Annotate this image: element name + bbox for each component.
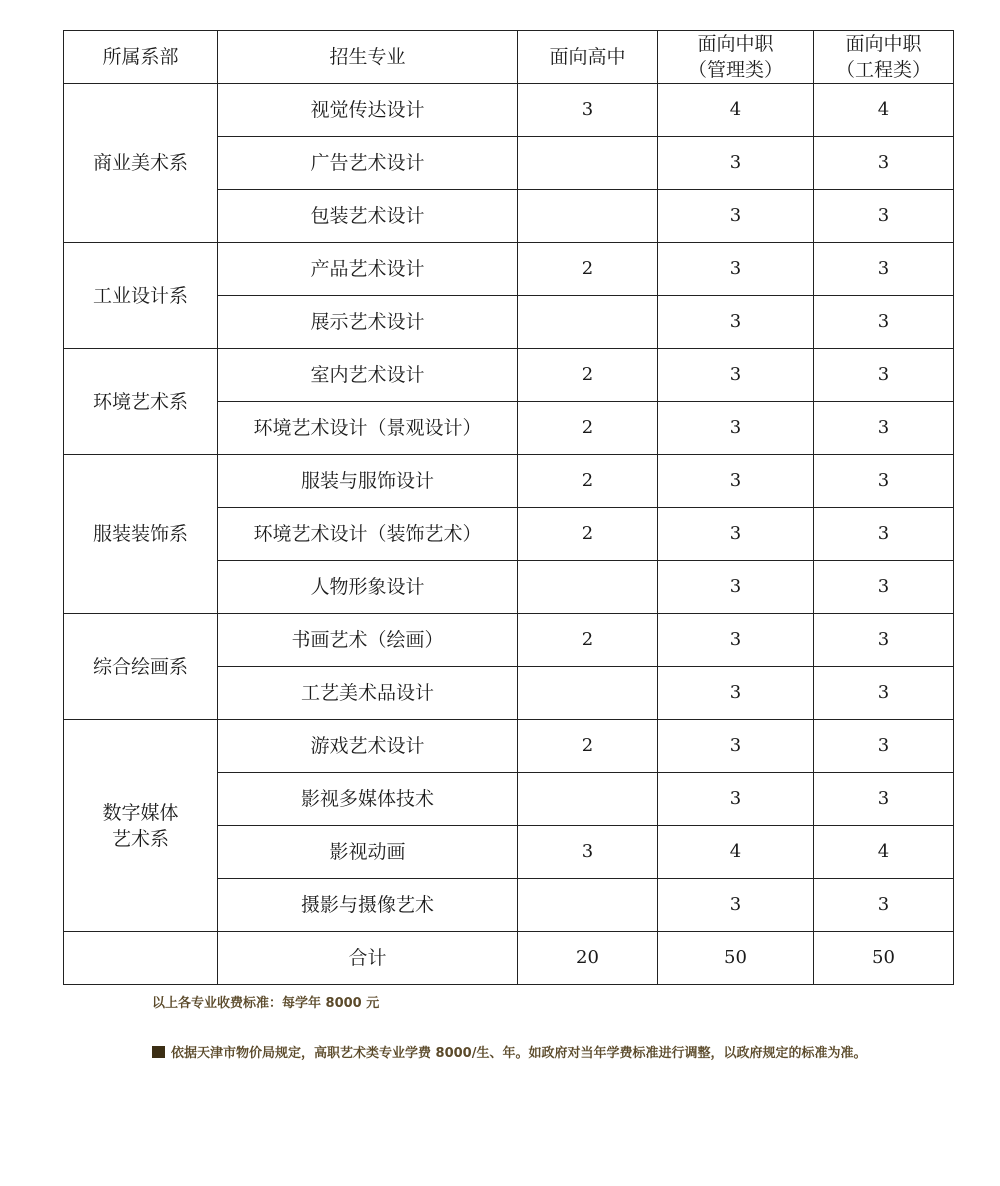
table-row (64, 243, 954, 296)
total-vocational-mgmt: 50 (658, 932, 814, 985)
vocational-eng-cell: 3 (814, 773, 954, 826)
header-vocational-mgmt-line2: （管理类） (687, 59, 783, 81)
table-row (64, 455, 954, 508)
vocational-mgmt-cell: 4 (658, 84, 814, 137)
major-cell: 影视动画 (218, 826, 518, 879)
dept-cell (64, 614, 218, 720)
bullet-square-icon (152, 1046, 165, 1058)
vocational-mgmt-cell: 3 (658, 455, 814, 508)
dept-cell (64, 243, 218, 349)
vocational-mgmt-cell: 3 (658, 561, 814, 614)
header-vocational-eng-line1: 面向中职 (845, 33, 922, 55)
major-cell: 广告艺术设计 (218, 137, 518, 190)
dept-cell (64, 720, 218, 932)
vocational-mgmt-cell: 3 (658, 296, 814, 349)
policy-note (152, 1040, 872, 1067)
policy-note-text: 依据天津市物价局规定，高职艺术类专业学费 8000/生、年。如政府对当年学费标准进行调整，以政府规定的标准为准。 (171, 1046, 867, 1061)
vocational-mgmt-cell: 3 (658, 402, 814, 455)
high-school-cell: 2 (518, 243, 658, 296)
major-cell: 服装与服饰设计 (218, 455, 518, 508)
high-school-cell: 2 (518, 614, 658, 667)
vocational-mgmt-cell: 3 (658, 508, 814, 561)
table-row-total (64, 932, 954, 985)
major-cell: 游戏艺术设计 (218, 720, 518, 773)
dept-name-line: 环境艺术系 (92, 390, 188, 413)
table-header (64, 31, 954, 84)
major-cell: 摄影与摄像艺术 (218, 879, 518, 932)
major-cell: 视觉传达设计 (218, 84, 518, 137)
high-school-cell: 3 (518, 826, 658, 879)
table-body (64, 84, 954, 985)
major-cell: 工艺美术品设计 (218, 667, 518, 720)
vocational-eng-cell: 3 (814, 508, 954, 561)
vocational-eng-cell: 3 (814, 455, 954, 508)
total-high-school: 20 (518, 932, 658, 985)
major-cell: 包装艺术设计 (218, 190, 518, 243)
dept-cell (64, 455, 218, 614)
vocational-mgmt-cell: 3 (658, 879, 814, 932)
dept-name-line: 工业设计系 (92, 284, 188, 307)
enrollment-plan-table (63, 30, 954, 985)
vocational-mgmt-cell: 3 (658, 773, 814, 826)
table-row (64, 349, 954, 402)
vocational-eng-cell: 3 (814, 243, 954, 296)
high-school-cell: 2 (518, 508, 658, 561)
high-school-cell: 2 (518, 349, 658, 402)
total-dept-cell (64, 932, 218, 985)
vocational-eng-cell: 3 (814, 667, 954, 720)
major-cell: 室内艺术设计 (218, 349, 518, 402)
high-school-cell (518, 190, 658, 243)
vocational-eng-cell: 4 (814, 826, 954, 879)
fee-note: 以上各专业收费标准：每学年 8000 元 (152, 996, 380, 1011)
total-vocational-eng: 50 (814, 932, 954, 985)
high-school-cell (518, 296, 658, 349)
high-school-cell: 2 (518, 402, 658, 455)
header-vocational-eng-line2: （工程类） (835, 59, 931, 81)
high-school-cell (518, 879, 658, 932)
vocational-eng-cell: 3 (814, 561, 954, 614)
vocational-mgmt-cell: 3 (658, 137, 814, 190)
header-dept: 所属系部 (64, 31, 218, 84)
major-cell: 人物形象设计 (218, 561, 518, 614)
dept-name-line: 商业美术系 (92, 152, 188, 174)
major-cell: 产品艺术设计 (218, 243, 518, 296)
vocational-mgmt-cell: 3 (658, 349, 814, 402)
vocational-mgmt-cell: 3 (658, 667, 814, 720)
dept-name-line: 数字媒体 (102, 801, 179, 824)
dept-name-line: 服装装饰系 (92, 523, 188, 545)
dept-name-line: 综合绘画系 (92, 655, 188, 678)
vocational-mgmt-cell: 4 (658, 826, 814, 879)
vocational-eng-cell: 3 (814, 402, 954, 455)
vocational-mgmt-cell: 3 (658, 720, 814, 773)
vocational-eng-cell: 3 (814, 614, 954, 667)
major-cell: 影视多媒体技术 (218, 773, 518, 826)
table-row (64, 614, 954, 667)
high-school-cell (518, 137, 658, 190)
vocational-eng-cell: 3 (814, 879, 954, 932)
header-vocational-mgmt-line1: 面向中职 (697, 33, 774, 55)
vocational-eng-cell: 3 (814, 296, 954, 349)
table-row (64, 720, 954, 773)
dept-cell (64, 84, 218, 243)
high-school-cell (518, 667, 658, 720)
high-school-cell: 2 (518, 455, 658, 508)
table-row (64, 84, 954, 137)
vocational-eng-cell: 3 (814, 720, 954, 773)
vocational-mgmt-cell: 3 (658, 190, 814, 243)
major-cell: 环境艺术设计（景观设计） (218, 402, 518, 455)
major-cell: 展示艺术设计 (218, 296, 518, 349)
vocational-eng-cell: 3 (814, 349, 954, 402)
vocational-eng-cell: 4 (814, 84, 954, 137)
dept-cell (64, 349, 218, 455)
vocational-mgmt-cell: 3 (658, 614, 814, 667)
high-school-cell: 2 (518, 720, 658, 773)
high-school-cell (518, 773, 658, 826)
high-school-cell (518, 561, 658, 614)
vocational-eng-cell: 3 (814, 137, 954, 190)
header-major: 招生专业 (218, 31, 518, 84)
header-vocational-eng (814, 31, 954, 84)
major-cell: 环境艺术设计（装饰艺术） (218, 508, 518, 561)
major-cell: 书画艺术（绘画） (218, 614, 518, 667)
vocational-mgmt-cell: 3 (658, 243, 814, 296)
high-school-cell: 3 (518, 84, 658, 137)
vocational-eng-cell: 3 (814, 190, 954, 243)
dept-name-line: 艺术系 (111, 827, 169, 850)
total-label: 合计 (218, 932, 518, 985)
header-high-school: 面向高中 (518, 31, 658, 84)
header-vocational-mgmt (658, 31, 814, 84)
